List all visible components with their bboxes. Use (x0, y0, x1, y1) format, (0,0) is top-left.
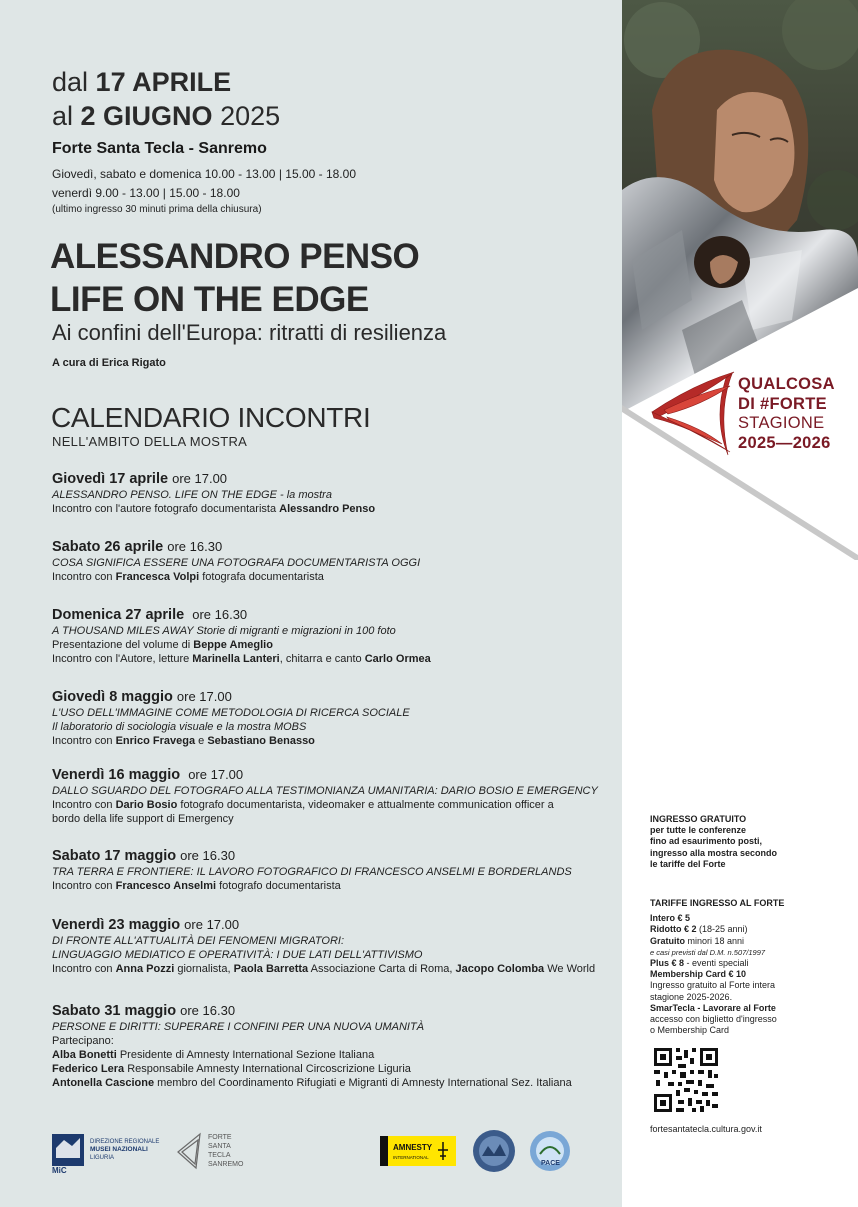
event-title: L'USO DELL'IMMAGINE COME METODOLOGIA DI RICERCA SOCIALE (52, 707, 410, 719)
event-title: A THOUSAND MILES AWAY Storie di migranti e migrazioni in 100 foto (52, 625, 396, 637)
svg-text:AMNESTY: AMNESTY (393, 1143, 433, 1152)
event-item (52, 847, 617, 893)
event-line: Incontro con l'autore fotografo documentarista Alessandro Penso (52, 503, 376, 515)
event-date: Venerdì 23 maggio ore 17.00 (52, 917, 240, 933)
event-subtitle: LINGUAGGIO MEDIATICO E OPERATIVITÀ: I DUE LATI DELL'ATTIVISMO (52, 949, 423, 961)
event-date: Sabato 26 aprile ore 16.30 (52, 539, 223, 555)
event-title: ALESSANDRO PENSO. LIFE ON THE EDGE - la mostra (52, 489, 332, 501)
mic-logo (52, 1134, 159, 1175)
curator: A cura di Erica Rigato (52, 357, 166, 369)
event-date: Domenica 27 aprile ore 16.30 (52, 607, 248, 623)
calendar-title: CALENDARIO INCONTRI (51, 402, 371, 433)
season-badge: QUALCOSA DI #FORTE STAGIONE 2025—2026 (738, 375, 835, 452)
event-item (52, 916, 617, 976)
association-logo (473, 1130, 515, 1172)
svg-text:SANTA: SANTA (208, 1143, 231, 1150)
partner-logos (50, 1128, 590, 1178)
date-from: dal 17 APRILE (52, 67, 232, 97)
event-line: Incontro con Anna Pozzi giornalista, Paola Barretta Associazione Carta di Roma, Jacopo Colomba We World (52, 963, 596, 975)
exhibition-title: LIFE ON THE EDGE (50, 280, 369, 319)
event-line: Incontro con Francesco Anselmi fotografo documentarista (52, 880, 341, 892)
event-title: PERSONE E DIRITTI: SUPERARE I CONFINI PER UNA NUOVA UMANITÀ (52, 1021, 425, 1033)
svg-text:TECLA: TECLA (208, 1152, 231, 1159)
event-subtitle: Il laboratorio di sociologia visuale e la mostra MOBS (52, 721, 307, 733)
event-date: Sabato 17 maggio ore 16.30 (52, 848, 236, 864)
svg-text:MiC: MiC (52, 1166, 67, 1175)
opening-hours-friday: venerdì 9.00 - 13.00 | 15.00 - 18.00 (52, 186, 240, 200)
amnesty-logo (380, 1136, 456, 1166)
svg-text:INTERNATIONAL: INTERNATIONAL (393, 1155, 429, 1160)
svg-text:FORTE: FORTE (208, 1134, 232, 1141)
event-item (52, 538, 617, 584)
partner-logos-art (50, 1128, 590, 1178)
svg-text:SANREMO: SANREMO (208, 1161, 244, 1168)
free-entry-info: INGRESSO GRATUITO per tutte le conferenze fino ad esaurimento posti, ingresso alla mostra secondo le tariffe del Forte (650, 814, 778, 869)
opening-hours: Giovedì, sabato e domenica 10.00 - 13.00 | 15.00 - 18.00 (52, 167, 356, 181)
event-line: bordo della life support di Emergency (52, 813, 234, 825)
svg-text:MUSEI NAZIONALI: MUSEI NAZIONALI (90, 1146, 148, 1153)
event-item (52, 470, 617, 516)
calendar-subtitle: NELL'AMBITO DELLA MOSTRA (52, 434, 248, 449)
event-line: Incontro con Dario Bosio fotografo documentarista, videomaker e attualmente communication officer a (52, 799, 554, 811)
event-line: Presentazione del volume di Beppe Ameglio (52, 639, 273, 651)
event-line: Incontro con Francesca Volpi fotografa documentarista (52, 571, 324, 583)
exhibition-photo (622, 0, 858, 560)
website-link[interactable]: fortesantatecla.cultura.gov.it (650, 1124, 762, 1134)
event-line: Alba Bonetti Presidente di Amnesty International Sezione Italiana (52, 1049, 375, 1061)
event-date: Sabato 31 maggio ore 16.30 (52, 1003, 236, 1019)
event-item (52, 1002, 617, 1090)
svg-text:PACE: PACE (541, 1160, 560, 1167)
event-title: TRA TERRA E FRONTIERE: IL LAVORO FOTOGRAFICO DI FRANCESCO ANSELMI E BORDERLANDS (52, 866, 572, 878)
event-date: Venerdì 16 maggio ore 17.00 (52, 767, 244, 783)
date-to: al 2 GIUGNO 2025 (52, 101, 281, 131)
forte-santa-tecla-logo (178, 1134, 200, 1168)
tariffs-info: TARIFFE INGRESSO AL FORTE Intero € 5 Ridotto € 2 (18-25 anni) Gratuito minori 18 anni e casi previsti dal D.M. n.507/1997 Plus € 8 - eventi speciali Membership Card € 10 Ingresso gratuito al Forte intera stagione 2025-2026. SmarTecla - Lavorare al Forte accesso con biglietto d'ingresso o Membership Card (650, 898, 785, 1036)
event-line: Incontro con l'Autore, letture Marinella Lanteri, chitarra e canto Carlo Ormea (52, 653, 431, 665)
event-line: Partecipano: (52, 1035, 114, 1047)
event-item (52, 688, 617, 748)
svg-text:LIGURIA: LIGURIA (90, 1155, 115, 1161)
event-line: Federico Lera Responsabile Amnesty International Circoscrizione Liguria (52, 1063, 411, 1075)
event-date: Giovedì 8 maggio ore 17.00 (52, 689, 232, 705)
qr-code[interactable] (652, 1046, 720, 1114)
event-line: Incontro con Enrico Fravega e Sebastiano Benasso (52, 735, 315, 747)
hours-note: (ultimo ingresso 30 minuti prima della chiusura) (52, 204, 262, 215)
event-title: DI FRONTE ALL'ATTUALITÀ DEI FENOMENI MIGRATORI: (52, 935, 344, 947)
venue: Forte Santa Tecla - Sanremo (52, 140, 267, 157)
event-title: COSA SIGNIFICA ESSERE UNA FOTOGRAFA DOCUMENTARISTA OGGI (52, 557, 421, 569)
event-item (52, 606, 617, 666)
exhibition-subtitle: Ai confini dell'Europa: ritratti di resilienza (52, 320, 447, 345)
svg-text:DIREZIONE REGIONALE: DIREZIONE REGIONALE (90, 1139, 160, 1145)
event-title: DALLO SGUARDO DEL FOTOGRAFO ALLA TESTIMONIANZA UMANITARIA: DARIO BOSIO E EMERGENCY (52, 785, 598, 797)
event-item (52, 766, 617, 826)
artist-name: ALESSANDRO PENSO (50, 237, 420, 276)
event-line: Antonella Cascione membro del Coordinamento Rifugiati e Migranti di Amnesty International Sez. Italiana (52, 1077, 572, 1089)
pace-logo (530, 1131, 570, 1171)
event-date: Giovedì 17 aprile ore 17.00 (52, 471, 228, 487)
